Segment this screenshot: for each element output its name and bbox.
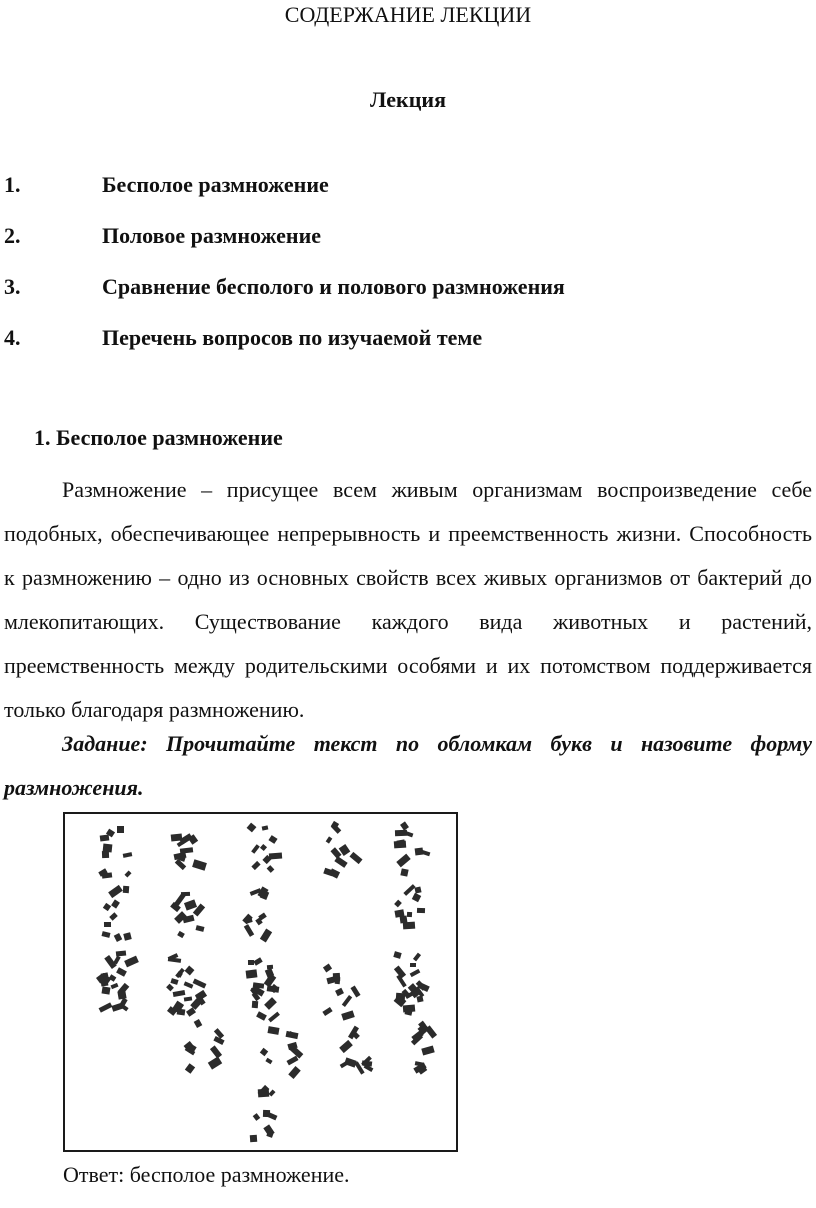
letter-fragment bbox=[250, 1135, 257, 1142]
letter-fragment bbox=[109, 912, 118, 920]
letter-fragment bbox=[177, 931, 185, 938]
letter-fragment bbox=[412, 893, 421, 902]
letter-fragment bbox=[393, 951, 401, 959]
letter-fragment bbox=[264, 997, 277, 1010]
toc-item: Половое размножение bbox=[102, 223, 322, 248]
letter-fragment bbox=[124, 870, 131, 877]
letter-fragment bbox=[267, 1026, 279, 1035]
letter-fragment bbox=[124, 956, 139, 968]
letter-fragment bbox=[185, 1063, 195, 1074]
letter-fragment bbox=[394, 965, 406, 978]
letter-fragment bbox=[396, 854, 410, 868]
letter-fragment bbox=[262, 825, 269, 830]
letter-fragment bbox=[196, 925, 205, 932]
body-paragraph: Размножение – присущее всем живым организмам воспроизведение себе подобных, обеспечивающее непрерывность и преемственность жизни. Способность к размножению – одно из основных свойств всех живых организмов от бактерий до млекопитающих. Существование каждого вида животных и растений, преемственность между родительскими особями и их потомством поддерживается только благодаря размножению. bbox=[4, 477, 812, 722]
letter-fragment bbox=[421, 1045, 434, 1055]
letter-fragment bbox=[251, 844, 260, 854]
task-instruction: Задание: Прочитайте текст по обломкам букв и назовите форму размножения. bbox=[4, 731, 812, 800]
letter-fragment bbox=[99, 1002, 113, 1012]
letter-fragment bbox=[246, 969, 258, 978]
letter-fragment bbox=[184, 996, 192, 1001]
letter-fragment bbox=[413, 953, 421, 962]
letter-fragment bbox=[256, 1011, 267, 1021]
letter-fragment bbox=[103, 903, 111, 911]
letter-fragment bbox=[247, 823, 257, 833]
section-heading: 1. Бесполое размножение bbox=[34, 425, 283, 450]
letter-fragments bbox=[96, 821, 437, 1142]
letter-fragment bbox=[349, 852, 362, 864]
letter-fragment bbox=[244, 924, 254, 937]
document-title: СОДЕРЖАНИЕ ЛЕКЦИИ bbox=[284, 2, 532, 27]
letter-fragment bbox=[286, 1056, 298, 1066]
letter-fragment bbox=[267, 865, 275, 873]
toc-number: 3. bbox=[4, 274, 21, 299]
letter-fragment bbox=[117, 826, 124, 833]
letter-fragment bbox=[322, 1007, 332, 1016]
letter-fragment bbox=[350, 986, 360, 998]
letter-fragment bbox=[342, 995, 352, 1007]
letter-fragment bbox=[117, 990, 126, 999]
letter-fragment bbox=[335, 988, 344, 996]
letter-fragment bbox=[253, 957, 262, 965]
letter-fragment bbox=[326, 836, 333, 843]
letter-fragment bbox=[260, 929, 272, 943]
letter-fragment bbox=[114, 933, 123, 942]
letter-fragment bbox=[210, 1045, 222, 1058]
letter-fragment bbox=[184, 899, 197, 910]
letter-fragment bbox=[417, 908, 425, 913]
letter-fragment bbox=[344, 1057, 357, 1067]
letter-fragment bbox=[400, 868, 408, 876]
letter-fragment bbox=[253, 1113, 261, 1121]
letter-fragment bbox=[123, 932, 131, 940]
letter-fragment bbox=[333, 973, 340, 981]
letter-fragment bbox=[194, 1019, 203, 1028]
letter-fragment bbox=[258, 1089, 270, 1098]
letter-fragment bbox=[170, 978, 178, 985]
letter-fragment bbox=[410, 969, 421, 977]
letter-fragment bbox=[193, 978, 207, 988]
letter-fragment bbox=[108, 885, 123, 898]
letter-fragment bbox=[341, 1010, 355, 1020]
letter-fragment bbox=[415, 848, 424, 856]
toc-number: 4. bbox=[4, 325, 21, 350]
letter-fragment bbox=[403, 884, 415, 896]
letter-fragment bbox=[407, 912, 412, 917]
letter-fragment bbox=[394, 900, 402, 908]
letter-fragment bbox=[168, 957, 181, 963]
toc-item: Сравнение бесполого и полового размножения bbox=[102, 274, 565, 299]
letter-fragment bbox=[251, 861, 260, 870]
letter-fragment bbox=[410, 963, 416, 967]
letter-fragment bbox=[192, 859, 207, 870]
broken-letters-figure bbox=[63, 812, 458, 1152]
letter-fragment bbox=[111, 899, 120, 908]
letter-fragment bbox=[116, 967, 127, 977]
letter-fragment bbox=[104, 922, 111, 927]
letter-fragment bbox=[177, 1008, 186, 1015]
letter-fragments-image bbox=[65, 814, 456, 1150]
letter-fragment bbox=[395, 830, 407, 836]
letter-fragment bbox=[123, 886, 129, 893]
letter-fragment bbox=[396, 839, 405, 847]
letter-fragment bbox=[288, 1066, 300, 1079]
letter-fragment bbox=[260, 1048, 268, 1056]
letter-fragment bbox=[184, 981, 194, 988]
letter-fragment bbox=[414, 886, 421, 893]
toc-item: Перечень вопросов по изучаемой теме bbox=[102, 325, 483, 350]
letter-fragment bbox=[180, 847, 194, 854]
letter-fragment bbox=[185, 966, 195, 976]
lecture-label: Лекция bbox=[370, 87, 446, 112]
toc-number: 2. bbox=[4, 223, 21, 248]
letter-fragment bbox=[415, 1061, 425, 1067]
toc-number: 1. bbox=[4, 172, 21, 197]
letter-fragment bbox=[102, 986, 111, 994]
letter-fragment bbox=[123, 852, 133, 858]
letter-fragment bbox=[173, 990, 186, 997]
letter-fragment bbox=[263, 1110, 270, 1117]
letter-fragment bbox=[268, 1089, 275, 1096]
answer-text: Ответ: бесполое размножение. bbox=[63, 1162, 350, 1187]
toc-item: Бесполое размножение bbox=[102, 172, 329, 197]
letter-fragment bbox=[208, 1056, 222, 1069]
letter-fragment bbox=[166, 984, 174, 992]
letter-fragment bbox=[111, 1002, 124, 1011]
letter-fragment bbox=[100, 834, 110, 841]
letter-fragment bbox=[103, 844, 113, 853]
letter-fragment bbox=[268, 1012, 280, 1023]
letter-fragment bbox=[265, 1058, 272, 1065]
letter-fragment bbox=[213, 1036, 224, 1045]
letter-fragment bbox=[181, 892, 190, 896]
letter-fragment bbox=[268, 835, 277, 844]
letter-fragment bbox=[111, 983, 119, 989]
letter-fragment bbox=[323, 964, 332, 973]
letter-fragment bbox=[339, 1040, 353, 1053]
letter-fragment bbox=[252, 1001, 258, 1008]
letter-fragment bbox=[102, 931, 111, 938]
letter-fragment bbox=[260, 844, 267, 851]
letter-fragment bbox=[248, 960, 254, 965]
letter-fragment bbox=[400, 821, 409, 830]
